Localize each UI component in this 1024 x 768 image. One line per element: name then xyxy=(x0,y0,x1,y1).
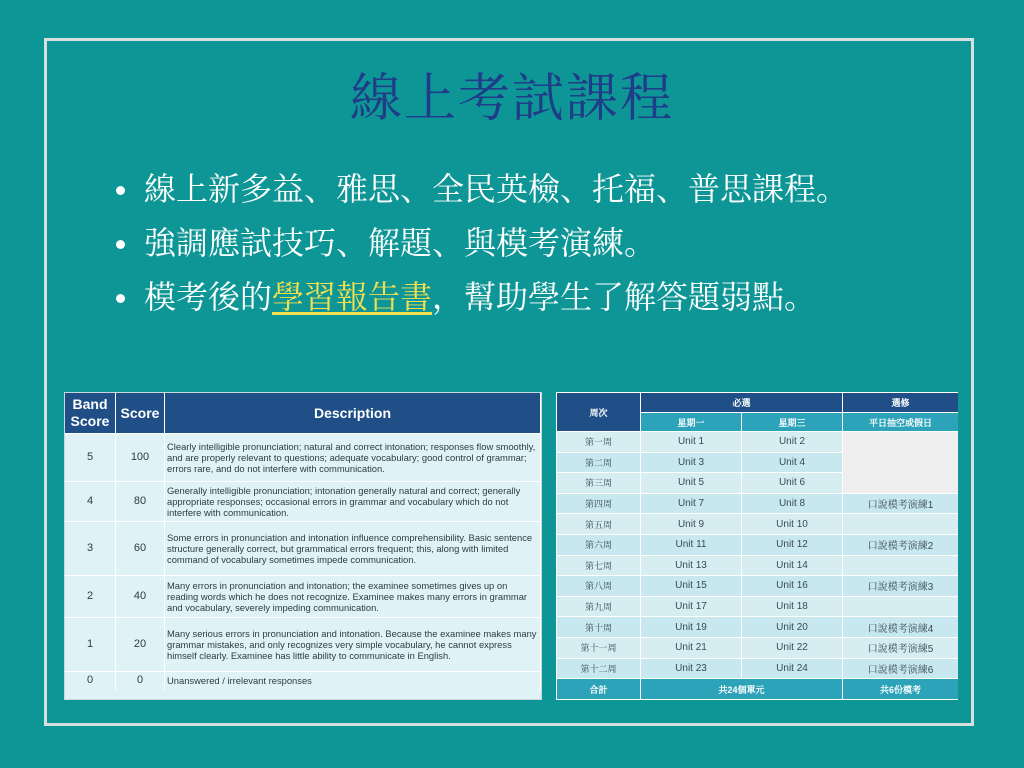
monday-cell: Unit 21 xyxy=(641,637,742,658)
band-cell: 5 xyxy=(65,434,116,482)
week-cell: 第五周 xyxy=(557,514,641,535)
table-row xyxy=(557,555,959,576)
monday-header: 星期一 xyxy=(641,413,742,432)
elective-cell xyxy=(843,596,958,617)
total-label-cell: 合計 xyxy=(557,679,641,700)
weekend-header: 平日抽空或假日 xyxy=(843,413,958,432)
elective-cell: 口說模考演練1 xyxy=(843,493,958,514)
score-cell: 20 xyxy=(116,618,165,672)
wednesday-cell: Unit 18 xyxy=(742,596,843,617)
table-row xyxy=(65,672,541,690)
table-row xyxy=(65,522,541,576)
band-cell: 4 xyxy=(65,482,116,522)
table-row xyxy=(557,617,959,638)
week-cell: 第十周 xyxy=(557,617,641,638)
total-row xyxy=(557,679,959,700)
monday-cell: Unit 7 xyxy=(641,493,742,514)
table-row xyxy=(65,434,541,482)
week-cell: 第八周 xyxy=(557,576,641,597)
elective-cell: 口說模考演練5 xyxy=(843,637,958,658)
table-row xyxy=(65,576,541,618)
monday-cell: Unit 3 xyxy=(641,452,742,473)
week-cell: 第十二周 xyxy=(557,658,641,679)
score-header: Score xyxy=(116,393,165,434)
bullet-text: 線上新多益、雅思、全民英檢、托福、普思課程。 xyxy=(144,170,849,208)
bullet-text: 強調應試技巧、解題、與模考演練。 xyxy=(144,224,657,262)
description-cell: Many errors in pronunciation and intonation; the examinee sometimes gives up on reading words which he does not recognize. Examinee makes many errors in grammar and vocabulary, severely impeding communication. xyxy=(165,576,541,618)
description-cell: Some errors in pronunciation and intonation influence comprehensibility. Basic sentence structure generally correct, but grammatical errors frequent; this, along with limited command of vocabulary sometimes impede communication. xyxy=(165,522,541,576)
bullet-text: 模考後的 xyxy=(144,278,273,316)
elective-cell: 口說模考演練3 xyxy=(843,576,958,597)
monday-cell: Unit 1 xyxy=(641,432,742,453)
score-cell: 100 xyxy=(116,434,165,482)
monday-cell: Unit 5 xyxy=(641,473,742,494)
bullet-item xyxy=(112,162,848,216)
table-row xyxy=(557,493,959,514)
wednesday-cell: Unit 6 xyxy=(742,473,843,494)
week-cell: 第一周 xyxy=(557,432,641,453)
table-row xyxy=(557,637,959,658)
bullet-text: ，幫助學生了解答題弱點。 xyxy=(432,278,817,316)
elective-cell: 口說模考演練2 xyxy=(843,534,958,555)
monday-cell: Unit 13 xyxy=(641,555,742,576)
wednesday-cell: Unit 4 xyxy=(742,452,843,473)
band-cell: 0 xyxy=(65,672,116,690)
bullet-item xyxy=(112,216,848,270)
monday-cell: Unit 15 xyxy=(641,576,742,597)
week-cell: 第七周 xyxy=(557,555,641,576)
monday-cell: Unit 23 xyxy=(641,658,742,679)
description-cell: Clearly intelligible pronunciation; natural and correct intonation; responses flow smoothly, and are properly relevant to questions; adequate vocabulary; good control of grammar; errors rare, and do not interfere with communication. xyxy=(165,434,541,482)
wednesday-cell: Unit 14 xyxy=(742,555,843,576)
wednesday-header: 星期三 xyxy=(742,413,843,432)
table-row xyxy=(557,596,959,617)
band-cell: 1 xyxy=(65,618,116,672)
monday-cell: Unit 11 xyxy=(641,534,742,555)
wednesday-cell: Unit 20 xyxy=(742,617,843,638)
course-schedule-table xyxy=(556,392,958,700)
bullet-list xyxy=(112,162,848,324)
required-header: 必選 xyxy=(641,393,843,413)
wednesday-cell: Unit 16 xyxy=(742,576,843,597)
table-row xyxy=(65,618,541,672)
wednesday-cell: Unit 10 xyxy=(742,514,843,535)
description-cell: Many serious errors in pronunciation and intonation. Because the examinee makes many grammar mistakes, and only recognizes very simple vocabulary, he cannot express himself clearly. Examinee has little ability to communicate in English. xyxy=(165,618,541,672)
elective-blank-cell xyxy=(843,432,958,494)
elective-cell: 口說模考演練6 xyxy=(843,658,958,679)
wednesday-cell: Unit 12 xyxy=(742,534,843,555)
table-row xyxy=(557,658,959,679)
monday-cell: Unit 9 xyxy=(641,514,742,535)
week-cell: 第三周 xyxy=(557,473,641,494)
table-row xyxy=(557,534,959,555)
elective-header: 選修 xyxy=(843,393,958,413)
elective-cell: 口說模考演練4 xyxy=(843,617,958,638)
week-cell: 第六周 xyxy=(557,534,641,555)
description-cell: Unanswered / irrelevant responses xyxy=(165,672,541,690)
table-row xyxy=(557,576,959,597)
wednesday-cell: Unit 22 xyxy=(742,637,843,658)
week-cell: 第四周 xyxy=(557,493,641,514)
week-cell: 第九周 xyxy=(557,596,641,617)
band-score-header: Band Score xyxy=(65,393,116,434)
table-header-row xyxy=(65,393,541,434)
monday-cell: Unit 17 xyxy=(641,596,742,617)
elective-cell xyxy=(843,555,958,576)
band-cell: 3 xyxy=(65,522,116,576)
wednesday-cell: Unit 2 xyxy=(742,432,843,453)
wednesday-cell: Unit 8 xyxy=(742,493,843,514)
week-cell: 第十一周 xyxy=(557,637,641,658)
slide-title: 線上考試課程 xyxy=(349,69,674,129)
table-row xyxy=(557,432,959,453)
week-cell: 第二周 xyxy=(557,452,641,473)
table-row xyxy=(65,482,541,522)
description-cell: Generally intelligible pronunciation; intonation generally natural and correct; generally appropriate responses; occasional errors in grammar and vocabulary which do not interfere with communication. xyxy=(165,482,541,522)
bullet-dot-icon xyxy=(116,240,125,249)
wednesday-cell: Unit 24 xyxy=(742,658,843,679)
monday-cell: Unit 19 xyxy=(641,617,742,638)
band-score-table xyxy=(64,392,542,700)
band-cell: 2 xyxy=(65,576,116,618)
table-row xyxy=(557,514,959,535)
study-report-link[interactable]: 學習報告書 xyxy=(272,278,433,316)
description-header: Description xyxy=(165,393,541,434)
total-mock-cell: 共6份模考 xyxy=(843,679,958,700)
bullet-dot-icon xyxy=(116,294,125,303)
score-cell: 0 xyxy=(116,672,165,690)
score-cell: 40 xyxy=(116,576,165,618)
table-header-row xyxy=(557,393,959,413)
bullet-dot-icon xyxy=(116,186,125,195)
total-units-cell: 共24個單元 xyxy=(641,679,843,700)
week-header: 周次 xyxy=(557,393,641,432)
score-cell: 60 xyxy=(116,522,165,576)
bullet-item xyxy=(112,270,848,324)
elective-cell xyxy=(843,514,958,535)
score-cell: 80 xyxy=(116,482,165,522)
